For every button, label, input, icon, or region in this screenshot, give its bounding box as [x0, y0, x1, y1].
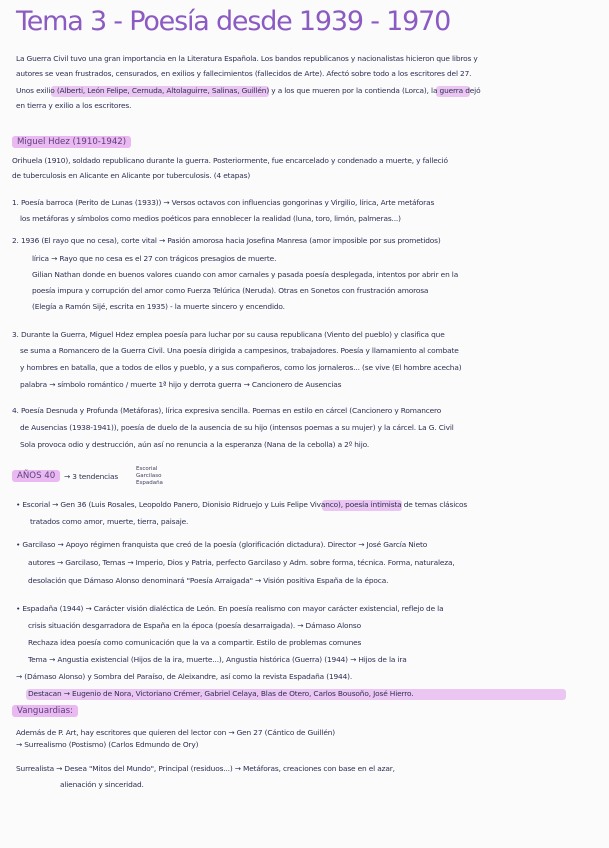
- section-line: de Ausencias (1938-1941)), poesía de duelo de la ausencia de su hijo (intensos poemas a su mujer) y la cárcel. La G. Civil: [20, 423, 454, 432]
- section-line: Además de P. Art, hay escritores que quieren del lector con → Gen 27 (Cántico de Guillén): [16, 728, 336, 737]
- section-line: Surrealista → Desea "Mitos del Mundo", Principal (residuos...) → Metáforas, creaciones con base en el azar,: [16, 764, 395, 773]
- trend-item: Garcilaso: [136, 473, 162, 479]
- section-line: tratados como amor, muerte, tierra, paisaje.: [30, 517, 189, 526]
- section-line: los metáforas y símbolos como medios poéticos para ennoblecer la realidad (luna, toro, limón, palmeras...): [20, 214, 401, 223]
- section-line: • Espadaña (1944) → Carácter visión dialéctica de León. En poesía realismo con mayor carácter existencial, reflejo de la: [16, 604, 444, 613]
- section-line: y hombres en batalla, que a todos de ellos y pueblo, y a sus compañeros, como los jornaleros... (se vive (El hombre acecha): [20, 363, 462, 372]
- intro-line: Unos exilio (Alberti, León Felipe, Cernuda, Altolaguirre, Salinas, Guillén) y a los que mueren por la contienda (Lorca), la guerra dejó: [16, 86, 481, 95]
- section-line: Tema → Angustia existencial (Hijos de la ira, muerte...), Angustia histórica (Guerra) (1944) → Hijos de la ira: [28, 655, 407, 664]
- intro-line: autores se vean frustrados, censurados, en exilios y fallecimientos (fallecidos de Arte). Afectó sobre todo a los escritores del 27.: [16, 69, 472, 78]
- section-line: 1. Poesía barroca (Perito de Lunas (1933)) → Versos octavos con influencias gongorinas y Virgilio, lírica, Arte metáforas: [12, 198, 435, 207]
- section-line: crisis situación desgarradora de España en la época (poesía desarraigada). → Dámaso Alonso: [28, 621, 361, 630]
- page-title: Tema 3 - Poesía desde 1939 - 1970: [16, 6, 451, 37]
- section-line: 4. Poesía Desnuda y Profunda (Metáforas), lírica expresiva sencilla. Poemas en estilo en cárcel (Cancionero y Romancero: [12, 406, 442, 415]
- section-line: → (Dámaso Alonso) y Sombra del Paraíso, de Aleixandre, así como la revista Espadaña (1944).: [16, 672, 353, 681]
- section-line: de tuberculosis en Alicante en Alicante por tuberculosis. (4 etapas): [12, 171, 251, 180]
- section-line: desolación que Dámaso Alonso denominará "Poesía Arraigada" → Visión positiva España de la época.: [28, 576, 389, 585]
- section-line: → Surrealismo (Postismo) (Carlos Edmundo de Ory): [16, 740, 199, 749]
- trend-item: Escorial: [136, 466, 158, 472]
- section-line: 2. 1936 (El rayo que no cesa), corte vital → Pasión amorosa hacia Josefina Manresa (amor imposible por sus prometidos): [12, 236, 441, 245]
- trend-label: → 3 tendencias: [64, 472, 119, 481]
- section-line: se suma a Romancero de la Guerra Civil. Una poesía dirigida a campesinos, trabajadores. Poesía y llamamiento al combate: [20, 346, 459, 355]
- section-line: Sola provoca odio y destrucción, aún así no renuncia a la esperanza (Nana de la cebolla) a 2º hijo.: [20, 440, 370, 449]
- section-line: (Elegía a Ramón Sijé, escrita en 1935) - la muerte sincero y encendido.: [32, 302, 285, 311]
- section-line: palabra → símbolo romántico / muerte 1ª hijo y derrota guerra → Cancionero de Ausencias: [20, 380, 342, 389]
- intro-line: La Guerra Civil tuvo una gran importancia en la Literatura Española. Los bandos republicanos y nacionalistas hicieron que libros y: [16, 54, 478, 63]
- section-line: • Escorial → Gen 36 (Luis Rosales, Leopoldo Panero, Dionisio Ridruejo y Luis Felipe Vivanco), poesía intimista de temas clásicos: [16, 500, 468, 509]
- section-heading-anos40: AÑOS 40: [12, 470, 60, 482]
- section-line: Orihuela (1910), soldado republicano durante la guerra. Posteriormente, fue encarcelado y condenado a muerte, y falleció: [12, 156, 448, 165]
- section-line: • Garcilaso → Apoyo régimen franquista que creó de la poesía (glorificación dictadura). Director → José García Nieto: [16, 540, 428, 549]
- section-line: Destacan → Eugenio de Nora, Victoriano Crémer, Gabriel Celaya, Blas de Otero, Carlos Bousoño, José Hierro.: [28, 689, 414, 698]
- section-line: 3. Durante la Guerra, Miguel Hdez emplea poesía para luchar por su causa republicana (Viento del pueblo) y clasifica que: [12, 330, 445, 339]
- section-line: poesía impura y corrupción del amor como Fuerza Telúrica (Neruda). Otras en Sonetos con frustración amorosa: [32, 286, 429, 295]
- section-line: alienación y sinceridad.: [60, 780, 144, 789]
- trend-item: Espadaña: [136, 480, 163, 486]
- section-heading-miguel: Miguel Hdez (1910-1942): [12, 136, 131, 148]
- section-line: Gilian Nathan donde en buenos valores cuando con amor carnales y pasada poesía desplegada, intentos por abrir en la: [32, 270, 459, 279]
- section-line: lírica → Rayo que no cesa es el 27 con trágicos presagios de muerte.: [32, 254, 277, 263]
- section-line: Rechaza idea poesía como comunicación que la va a compartir. Estilo de problemas comunes: [28, 638, 362, 647]
- intro-line: en tierra y exilio a los escritores.: [16, 101, 132, 110]
- section-heading-vanguardias: Vanguardias:: [12, 705, 78, 717]
- section-line: autores → Garcilaso, Temas → Imperio, Dios y Patria, perfecto Garcilaso y Adm. sobre forma, técnica. Forma, naturaleza,: [28, 558, 455, 567]
